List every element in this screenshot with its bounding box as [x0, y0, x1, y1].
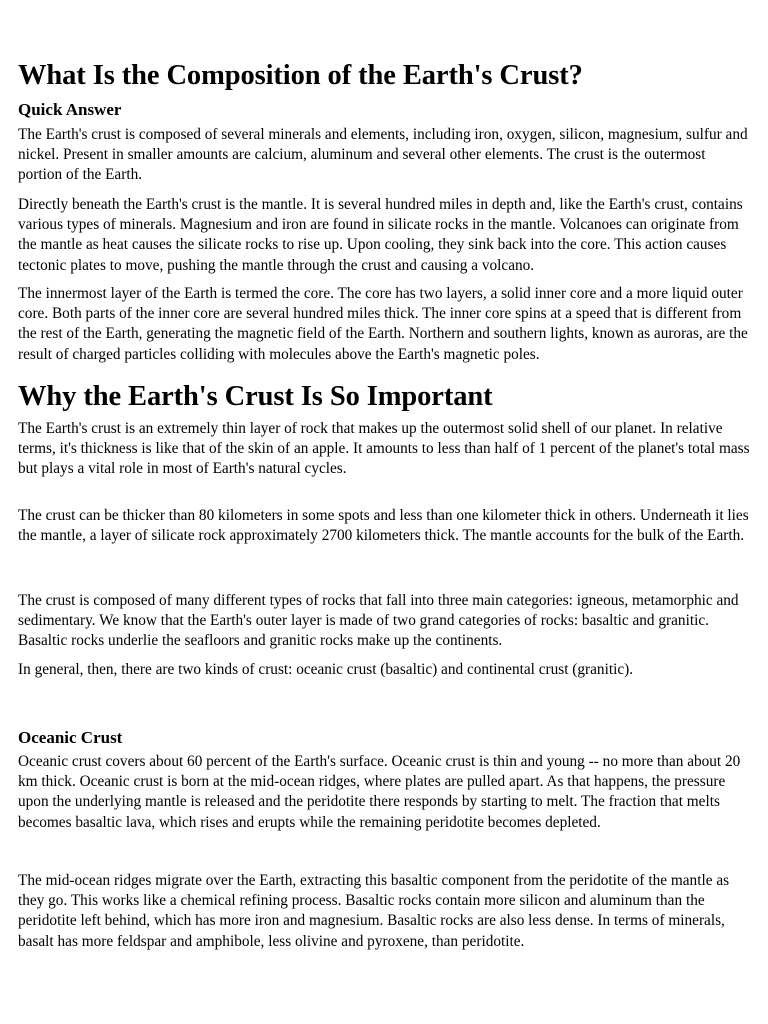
paragraph: The Earth's crust is composed of several minerals and elements, including iron, oxygen, silicon, magnesium, sulfur and nickel. Present in smaller amounts are calcium, aluminum and several other elements. The crust is the outermost portion of the Earth. — [18, 126, 748, 184]
paragraph: The Earth's crust is an extremely thin layer of rock that makes up the outermost solid shell of our planet. In relative terms, it's thickness is like that of the skin of an apple. It amounts to less than half of 1 percent of the planet's total mass but plays a vital role in most of Earth's natural cycles. — [18, 420, 750, 478]
quick-answer-heading: Quick Answer — [18, 100, 122, 119]
paragraph: The mid-ocean ridges migrate over the Earth, extracting this basaltic component from the peridotite of the mantle as they go. This works like a chemical refining process. Basaltic rocks contain more silicon and aluminum than the peridotite left behind, which has more iron and magnesium. Basaltic rocks are also less dense. In terms of minerals, basalt has more feldspar and amphibole, less olivine and pyroxene, than peridotite. — [18, 872, 730, 950]
section-heading: Oceanic Crust — [18, 728, 123, 747]
paragraph: Oceanic crust covers about 60 percent of the Earth's surface. Oceanic crust is thin and young -- no more than about 20 km thick. Oceanic crust is born at the mid-ocean ridges, where plates are pulled apart. As that happens, the pressure upon the underlying mantle is released and the peridotite there responds by starting to melt. The fraction that melts becomes basaltic lava, which rises and erupts while the remaining peridotite becomes depleted. — [18, 753, 741, 831]
paragraph: The crust is composed of many different types of rocks that fall into three main categories: igneous, metamorphic and sedimentary. We know that the Earth's outer layer is made of two grand categories of rocks: basaltic and granitic. Basaltic rocks underlie the seafloors and granitic rocks make up the continents. — [18, 592, 739, 650]
paragraph: Directly beneath the Earth's crust is the mantle. It is several hundred miles in depth and, like the Earth's crust, contains various types of minerals. Magnesium and iron are found in silicate rocks in the mantle. Volcanoes can originate from the mantle as heat causes the silicate rocks to rise up. Upon cooling, they sink back into the core. This action causes tectonic plates to move, pushing the mantle through the crust and causing a volcano. — [18, 196, 743, 274]
paragraph: In general, then, there are two kinds of crust: oceanic crust (basaltic) and continental crust (granitic). — [18, 661, 634, 678]
paragraph: The crust can be thicker than 80 kilometers in some spots and less than one kilometer thick in others. Underneath it lies the mantle, a layer of silicate rock approximately 2700 kilometers thick. The mantle accounts for the bulk of the Earth. — [18, 507, 749, 545]
page-title: What Is the Composition of the Earth's Crust? — [18, 60, 583, 91]
paragraph: The innermost layer of the Earth is termed the core. The core has two layers, a solid inner core and a more liquid outer core. Both parts of the inner core are several hundred miles thick. The inner core spins at a speed that is different from the rest of the Earth, generating the magnetic field of the Earth. Northern and southern lights, known as auroras, are the result of charged particles colliding with molecules above the Earth's magnetic poles. — [18, 285, 748, 363]
section-title: Why the Earth's Crust Is So Important — [18, 381, 493, 412]
